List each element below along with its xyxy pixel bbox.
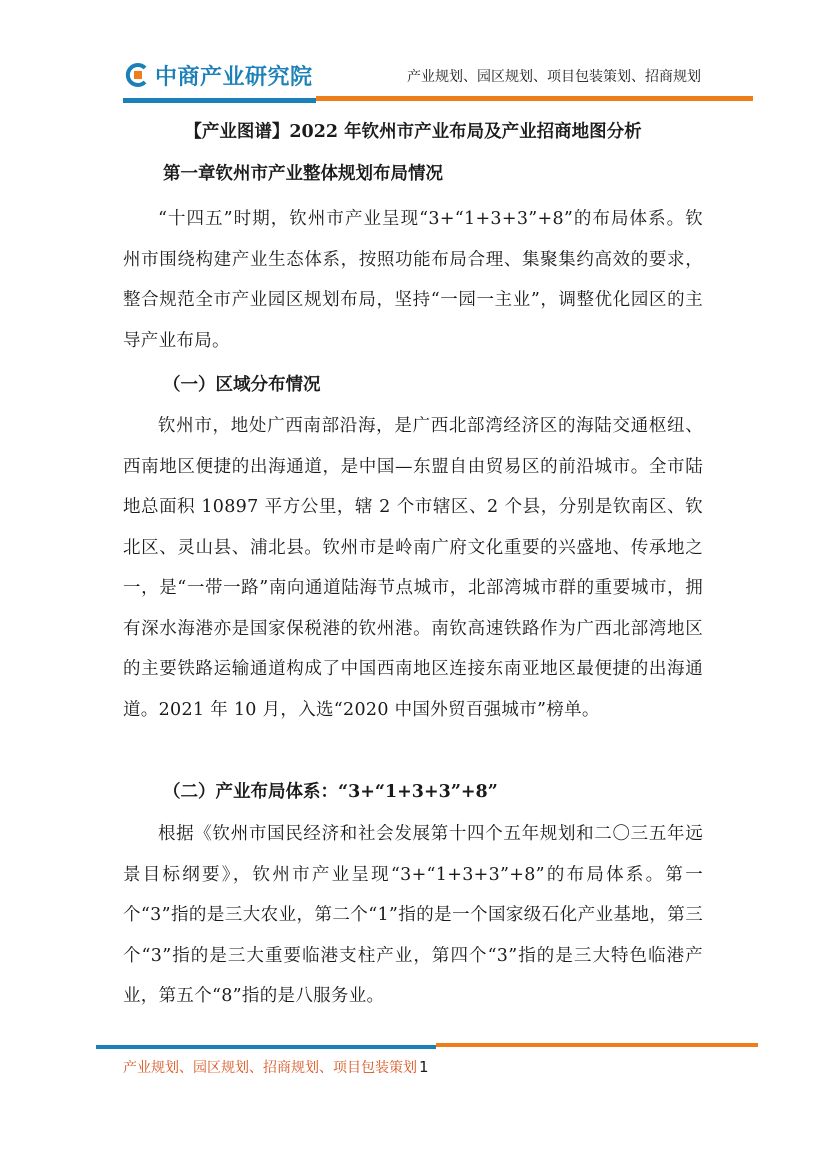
section1-paragraph: 钦州市，地处广西南部沿海，是广西北部湾经济区的海陆交通枢纽、西南地区便捷的出海通道，是中国—东盟自由贸易区的前沿城市。全市陆地总面积 10897 平方公里，辖 2 个市辖区、2 个县，分别是钦南区、钦北区、灵山县、浦北县。钦州市是岭南广府文化重要的兴盛地、传承地之一，是“一带一路”南向通道陆海节点城市，北部湾城市群的重要城市，拥有深水海港亦是国家保税港的钦州港。南钦高速铁路作为广西北部湾地区的主要铁路运输通道构成了中国西南地区连接东南亚地区最便捷的出海通道。2021 年 10 月，入选“2020 中国外贸百强城市”榜单。 — [123, 416, 703, 720]
document-title: 【产业图谱】2022 年钦州市产业布局及产业招商地图分析 — [184, 122, 642, 142]
chapter-heading: 第一章钦州市产业整体规划布局情况 — [163, 164, 443, 184]
header-rule-blue — [123, 98, 316, 103]
footer-rule-orange — [436, 1043, 758, 1047]
company-logo — [123, 58, 313, 92]
footer-rule-blue — [96, 1045, 436, 1049]
company-logo-text: 中商产业研究院 — [155, 64, 313, 90]
page-header — [0, 0, 827, 110]
section2-paragraph: 根据《钦州市国民经济和社会发展第十四个五年规划和二〇三五年远景目标纲要》，钦州市产业呈现“3+“1+3+3”+8”的布局体系。第一个“3”指的是三大农业，第二个“1”指的是一个国家级石化产业基地，第三个“3”指的是三大重要临港支柱产业，第四个“3”指的是三大特色临港产业，第五个“8”指的是八服务业。 — [123, 824, 703, 1006]
header-rule-orange — [316, 96, 753, 101]
page-footer — [123, 1057, 429, 1077]
section2-heading: （二）产业布局体系：“3+“1+3+3”+8” — [163, 782, 498, 802]
header-tagline: 产业规划、园区规划、项目包装策划、招商规划 — [407, 69, 701, 85]
company-logo-icon — [123, 61, 151, 89]
intro-paragraph: “十四五”时期，钦州市产业呈现“3+“1+3+3”+8”的布局体系。钦州市围绕构建产业生态体系，按照功能布局合理、集聚集约高效的要求，整合规范全市产业园区规划布局，坚持“一园一主业”，调整优化园区的主导产业布局。 — [123, 209, 703, 351]
page-number: 1 — [419, 1058, 429, 1076]
section1-heading: （一）区域分布情况 — [163, 375, 321, 395]
footer-tagline: 产业规划、园区规划、招商规划、项目包装策划 — [123, 1060, 417, 1076]
